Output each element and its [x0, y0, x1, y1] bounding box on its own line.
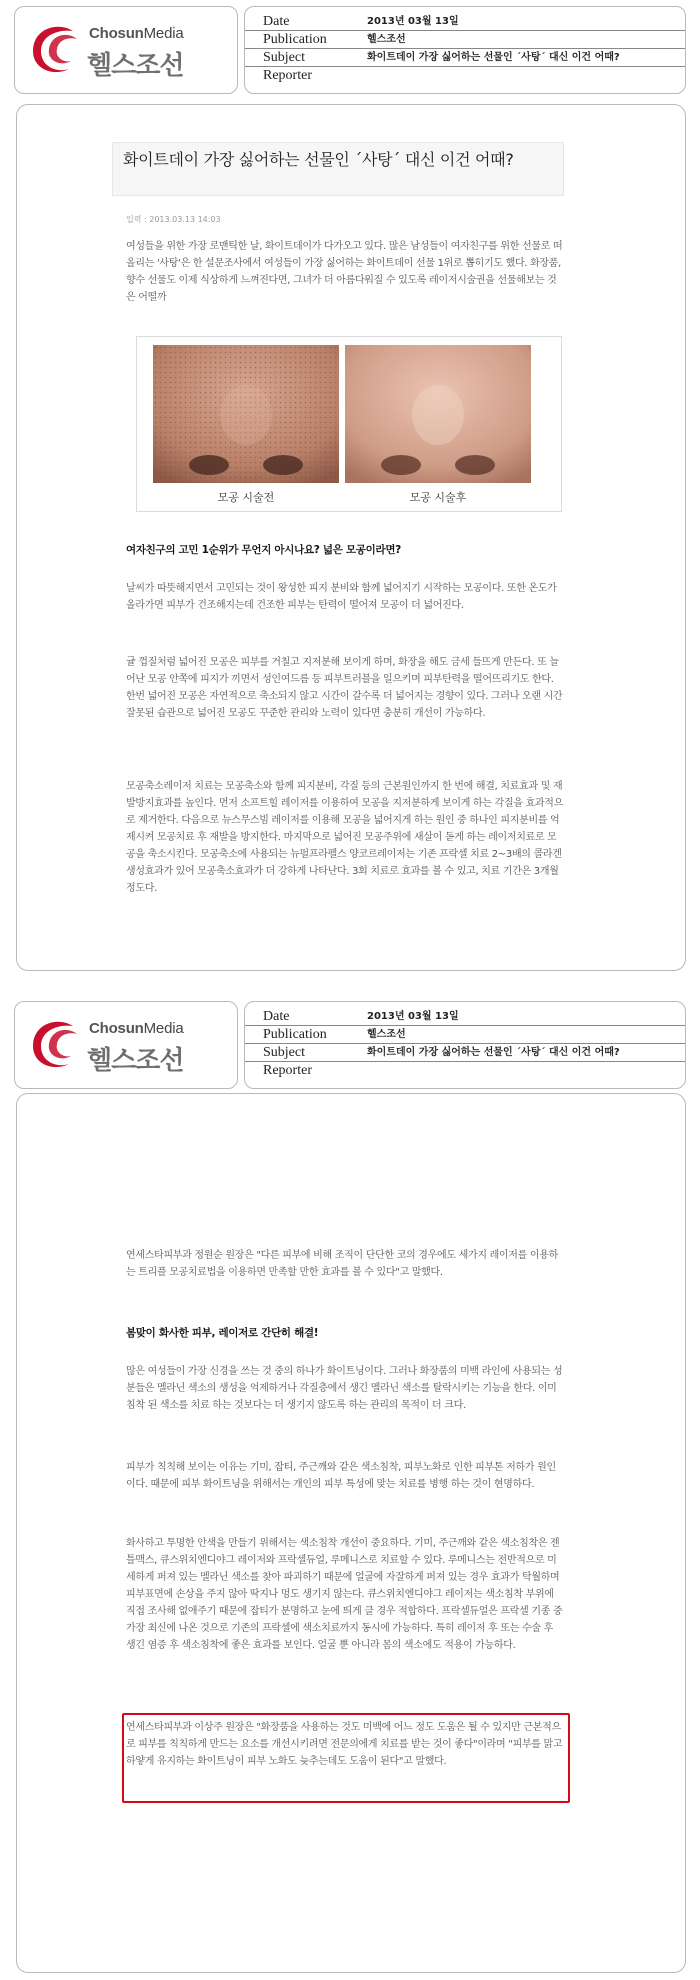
paragraph-5: 많은 여성들이 가장 신경을 쓰는 것 중의 하나가 화이트닝이다. 그러나 화장품의 미백 라인에 사용되는 성분들은 멜라닌 색소의 생성을 억제하거나 각질층에서 생긴 멜라닌 색소를 탈락시키는 기능을 한다. 이미 침착 된 색소를 치료 하는 것보다는 더 생기지 않도록 하는 관리의 목적이 더 크다.	[126, 1366, 563, 1411]
caption-before: 모공 시술전	[217, 491, 275, 504]
heading-pores: 여자친구의 고민 1순위가 무언지 아시나요? 넓은 모공이라면?	[126, 544, 401, 556]
article-title: 화이트데이 가장 싫어하는 선물인 ´사탕´ 대신 이건 어때?	[123, 150, 514, 169]
logo-box	[14, 6, 238, 94]
meta-row-date	[245, 1008, 685, 1026]
before-after-photo	[136, 336, 562, 512]
meta-publication-label: Publication	[263, 32, 327, 47]
meta-row-publication	[245, 1026, 685, 1044]
paragraph-6: 피부가 칙칙해 보이는 이유는 기미, 잡티, 주근깨와 같은 색소침착, 피부노화로 인한 피부톤 저하가 원인이다. 때문에 피부 화이트닝을 위해서는 개인의 피부 특성에 맞는 치료를 병행 하는 것이 현명하다.	[126, 1462, 556, 1490]
paragraph-8: 연세스타피부과 이상주 원장은 "화장품을 사용하는 것도 미백에 어느 정도 도움은 될 수 있지만 근본적으로 피부를 칙칙하게 만드는 요소를 개선시키려면 전문의에게 치료를 받는 것이 좋다"이라며 "피부를 맑고 하얗게 유지하는 화이트닝이 피부 노화도 늦추는데도 도움이 된다"고 말했다.	[126, 1722, 563, 1767]
meta-publication-value: 헬스조선	[367, 1029, 406, 1040]
meta-row-subject	[245, 1044, 685, 1062]
meta-row-publication	[245, 31, 685, 49]
caption-after: 모공 시술후	[409, 491, 467, 504]
logo-korean: 헬스조선	[87, 51, 184, 81]
paragraph-7: 화사하고 투명한 안색을 만들기 위해서는 색소침착 개선이 중요하다. 기미, 주근깨와 같은 색소침착은 젠틀맥스, 큐스위치엔디야그 레이저와 프락셀듀얼, 루메니스로 치료할 수 있다. 루메니스는 전반적으로 미세하게 퍼져 있는 멜라닌 색소를 찾아 파괴하기 때문에 얼굴에 자잘하게 퍼져 있는 경우 효과가 탁월하며 피부표면에 손상을 주지 않아 딱지나 멍도 생기지 않는다. 큐스위치엔디야그 레이저는 색소침착 부위에 직접 조사해 없애주기 때문에 잡티가 분명하고 눈에 띄게 클 경우 적합하다. 프락셀듀얼은 프락셀 기종 중 가장 최신에 나온 것으로 기존의 프락셀에 색소치료까지 동시에 가능하다. 특히 레이저 후 또는 수술 후 생긴 염증 후 색소침착에 좋은 효과를 보인다. 얼굴 뿐 아니라 몸의 색소에도 적용이 가능하다.	[126, 1538, 563, 1651]
meta-date-value: 2013년 03월 13일	[367, 16, 459, 27]
chosun-swirl-logo-icon	[27, 21, 83, 77]
meta-date-value: 2013년 03월 13일	[367, 1011, 459, 1022]
meta-row-reporter	[245, 67, 685, 84]
chosun-swirl-logo-icon	[27, 1016, 83, 1072]
meta-date-label: Date	[263, 1009, 290, 1024]
meta-subject-label: Subject	[263, 1045, 305, 1060]
article-title-box	[112, 142, 564, 196]
logo-korean: 헬스조선	[87, 1046, 184, 1076]
heading-whitening: 봄맞이 화사한 피부, 레이저로 간단히 해결!	[126, 1327, 319, 1339]
meta-box	[244, 1001, 686, 1089]
meta-row-reporter	[245, 1062, 685, 1079]
logo-english: ChosunMedia	[89, 1020, 184, 1037]
paragraph-2: 귤 껍질처럼 넓어진 모공은 피부를 거칠고 지저분해 보이게 하며, 화장을 해도 금세 들뜨게 만든다. 또 늘어난 모공 안쪽에 피지가 끼면서 성인여드름 등 피부트러블을 일으키며 피부탄력을 떨어뜨리기도 한다. 한번 넓어진 모공은 자연적으로 축소되지 않고 시간이 갈수록 더 넓어지는 경향이 있다. 그러나 오랜 시간 잘못된 습관으로 넓어진 모공도 꾸준한 관리와 노력이 있다면 충분히 개선이 가능하다.	[126, 657, 563, 719]
nose-before-photo	[153, 345, 339, 483]
paragraph-3: 모공축소레이저 치료는 모공축소와 함께 피지분비, 각질 등의 근본원인까지 한 번에 해결, 치료효과 및 재발방지효과를 높인다. 먼저 소프트힐 레이저를 이용하여 모공을 지저분하게 보이게 하는 각질을 효과적으로 제거한다. 다음으로 뉴스무스빔 레이저를 이용해 모공을 넓어지게 하는 원인 중 하나인 피지분비를 억제시켜 모공치료 후 재발을 방지한다. 마지막으로 넓어진 모공주위에 새살이 돋게 하는 레이저치료로 모공을 축소시킨다. 모공축소에 사용되는 뉴펄프라펠스 양코르레이저는 기존 프락셀 치료 2~3배의 콜라겐 생성효과가 있어 모공축소효과가 더 강하게 나타난다. 3회 치료로 효과를 볼 수 있고, 치료 기간은 3개월 정도다.	[126, 781, 564, 894]
article-date: 입력 : 2013.03.13 14:03	[126, 215, 221, 224]
logo-english: ChosunMedia	[89, 25, 184, 42]
meta-row-subject	[245, 49, 685, 67]
article-box	[16, 1093, 686, 1973]
meta-subject-value: 화이트데이 가장 싫어하는 선물인 ´사탕´ 대신 이건 어때?	[367, 52, 620, 63]
meta-subject-value: 화이트데이 가장 싫어하는 선물인 ´사탕´ 대신 이건 어때?	[367, 1047, 620, 1058]
meta-date-label: Date	[263, 14, 290, 29]
meta-row-date	[245, 13, 685, 31]
intro-paragraph: 여성들을 위한 가장 로맨틱한 날, 화이트데이가 다가오고 있다. 많은 남성들이 여자친구를 위한 선물로 떠올리는 '사탕'은 한 설문조사에서 여성들이 가장 싫어하는 화이트데이 선물 1위로 뽑히기도 했다. 화장품, 향수 선물도 이제 식상하게 느껴진다면, 그녀가 더 아름다워질 수 있도록 레이저시술권을 선물해보는 것은 어떨까	[126, 241, 563, 303]
paragraph-4: 연세스타피부과 정원순 원장은 "다른 피부에 비해 조직이 단단한 코의 경우에도 세가지 레이저를 이용하는 트리플 모공치료법을 이용하면 만족할 만한 효과를 볼 수 있다"고 말했다.	[126, 1250, 558, 1278]
paragraph-1: 날씨가 따뜻해지면서 고민되는 것이 왕성한 피지 분비와 함께 넓어지기 시작하는 모공이다. 또한 온도가 올라가면 피부가 건조해지는데 건조한 피부는 탄력이 떨어져 모공이 더 넓어진다.	[126, 583, 557, 611]
meta-reporter-label: Reporter	[263, 1063, 312, 1078]
meta-subject-label: Subject	[263, 50, 305, 65]
meta-box	[244, 6, 686, 94]
meta-reporter-label: Reporter	[263, 68, 312, 83]
logo-box	[14, 1001, 238, 1089]
meta-publication-value: 헬스조선	[367, 34, 406, 45]
page-2	[0, 995, 700, 1980]
meta-publication-label: Publication	[263, 1027, 327, 1042]
nose-after-photo	[345, 345, 531, 483]
